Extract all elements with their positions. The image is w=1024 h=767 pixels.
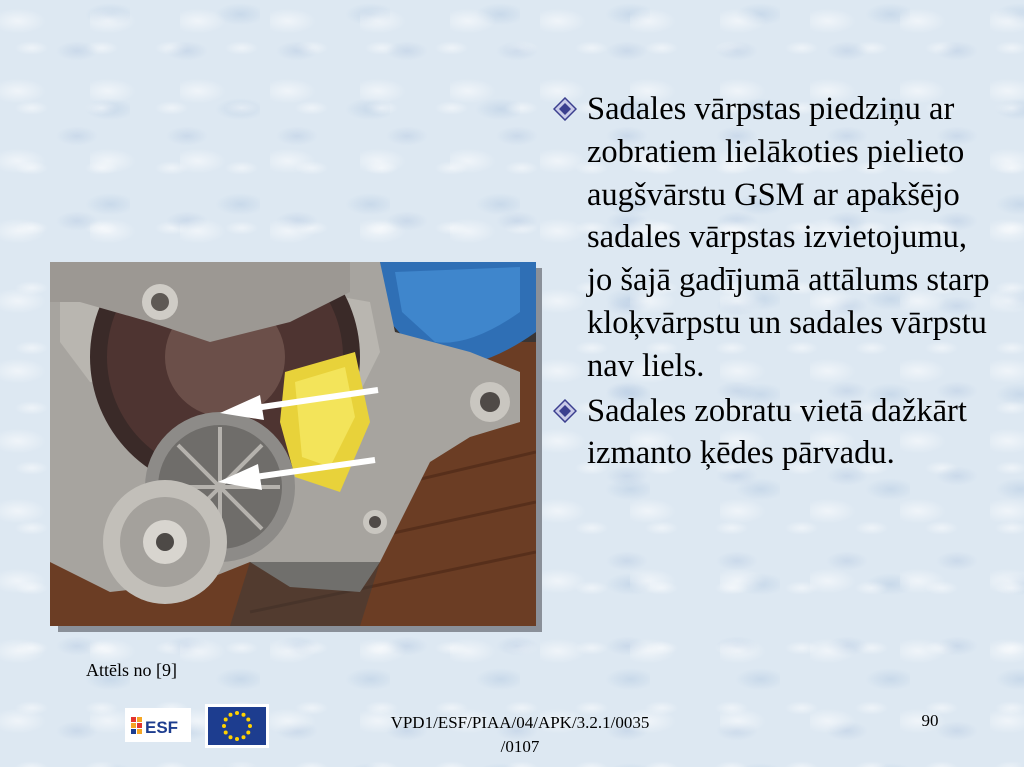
image-caption: Attēls no [9]: [86, 660, 177, 680]
bullet-item-1: [553, 88, 993, 388]
bullet-item-2: [553, 390, 993, 476]
esf-logo: [125, 708, 191, 742]
bullet-list: [553, 88, 993, 477]
footer-project-code: [355, 711, 685, 759]
diamond-bullet-icon: [553, 97, 577, 121]
engine-gear-photo: [50, 262, 536, 626]
diamond-bullet-icon: [553, 399, 577, 423]
bullet-text-1: Sadales vārpstas piedziņu ar zobratiem lielākoties pielieto augšvārstu GSM ar apakšējo sadales vārpstas izvietojumu, jo šajā gadījumā attālums starp kloķvārpstu un sadales vārpstu nav liels.: [587, 91, 990, 384]
eu-flag-logo: [205, 704, 269, 748]
bullet-text-2: Sadales zobratu vietā dažkārt izmanto ķēdes pārvadu.: [587, 392, 967, 472]
footer-code-line-2: /0107: [500, 737, 540, 756]
page-number: 90: [921, 711, 939, 730]
esf-logo-text: ESF: [145, 718, 179, 737]
footer-code-line-1: VPD1/ESF/PIAA/04/APK/3.2.1/0035: [390, 713, 650, 732]
